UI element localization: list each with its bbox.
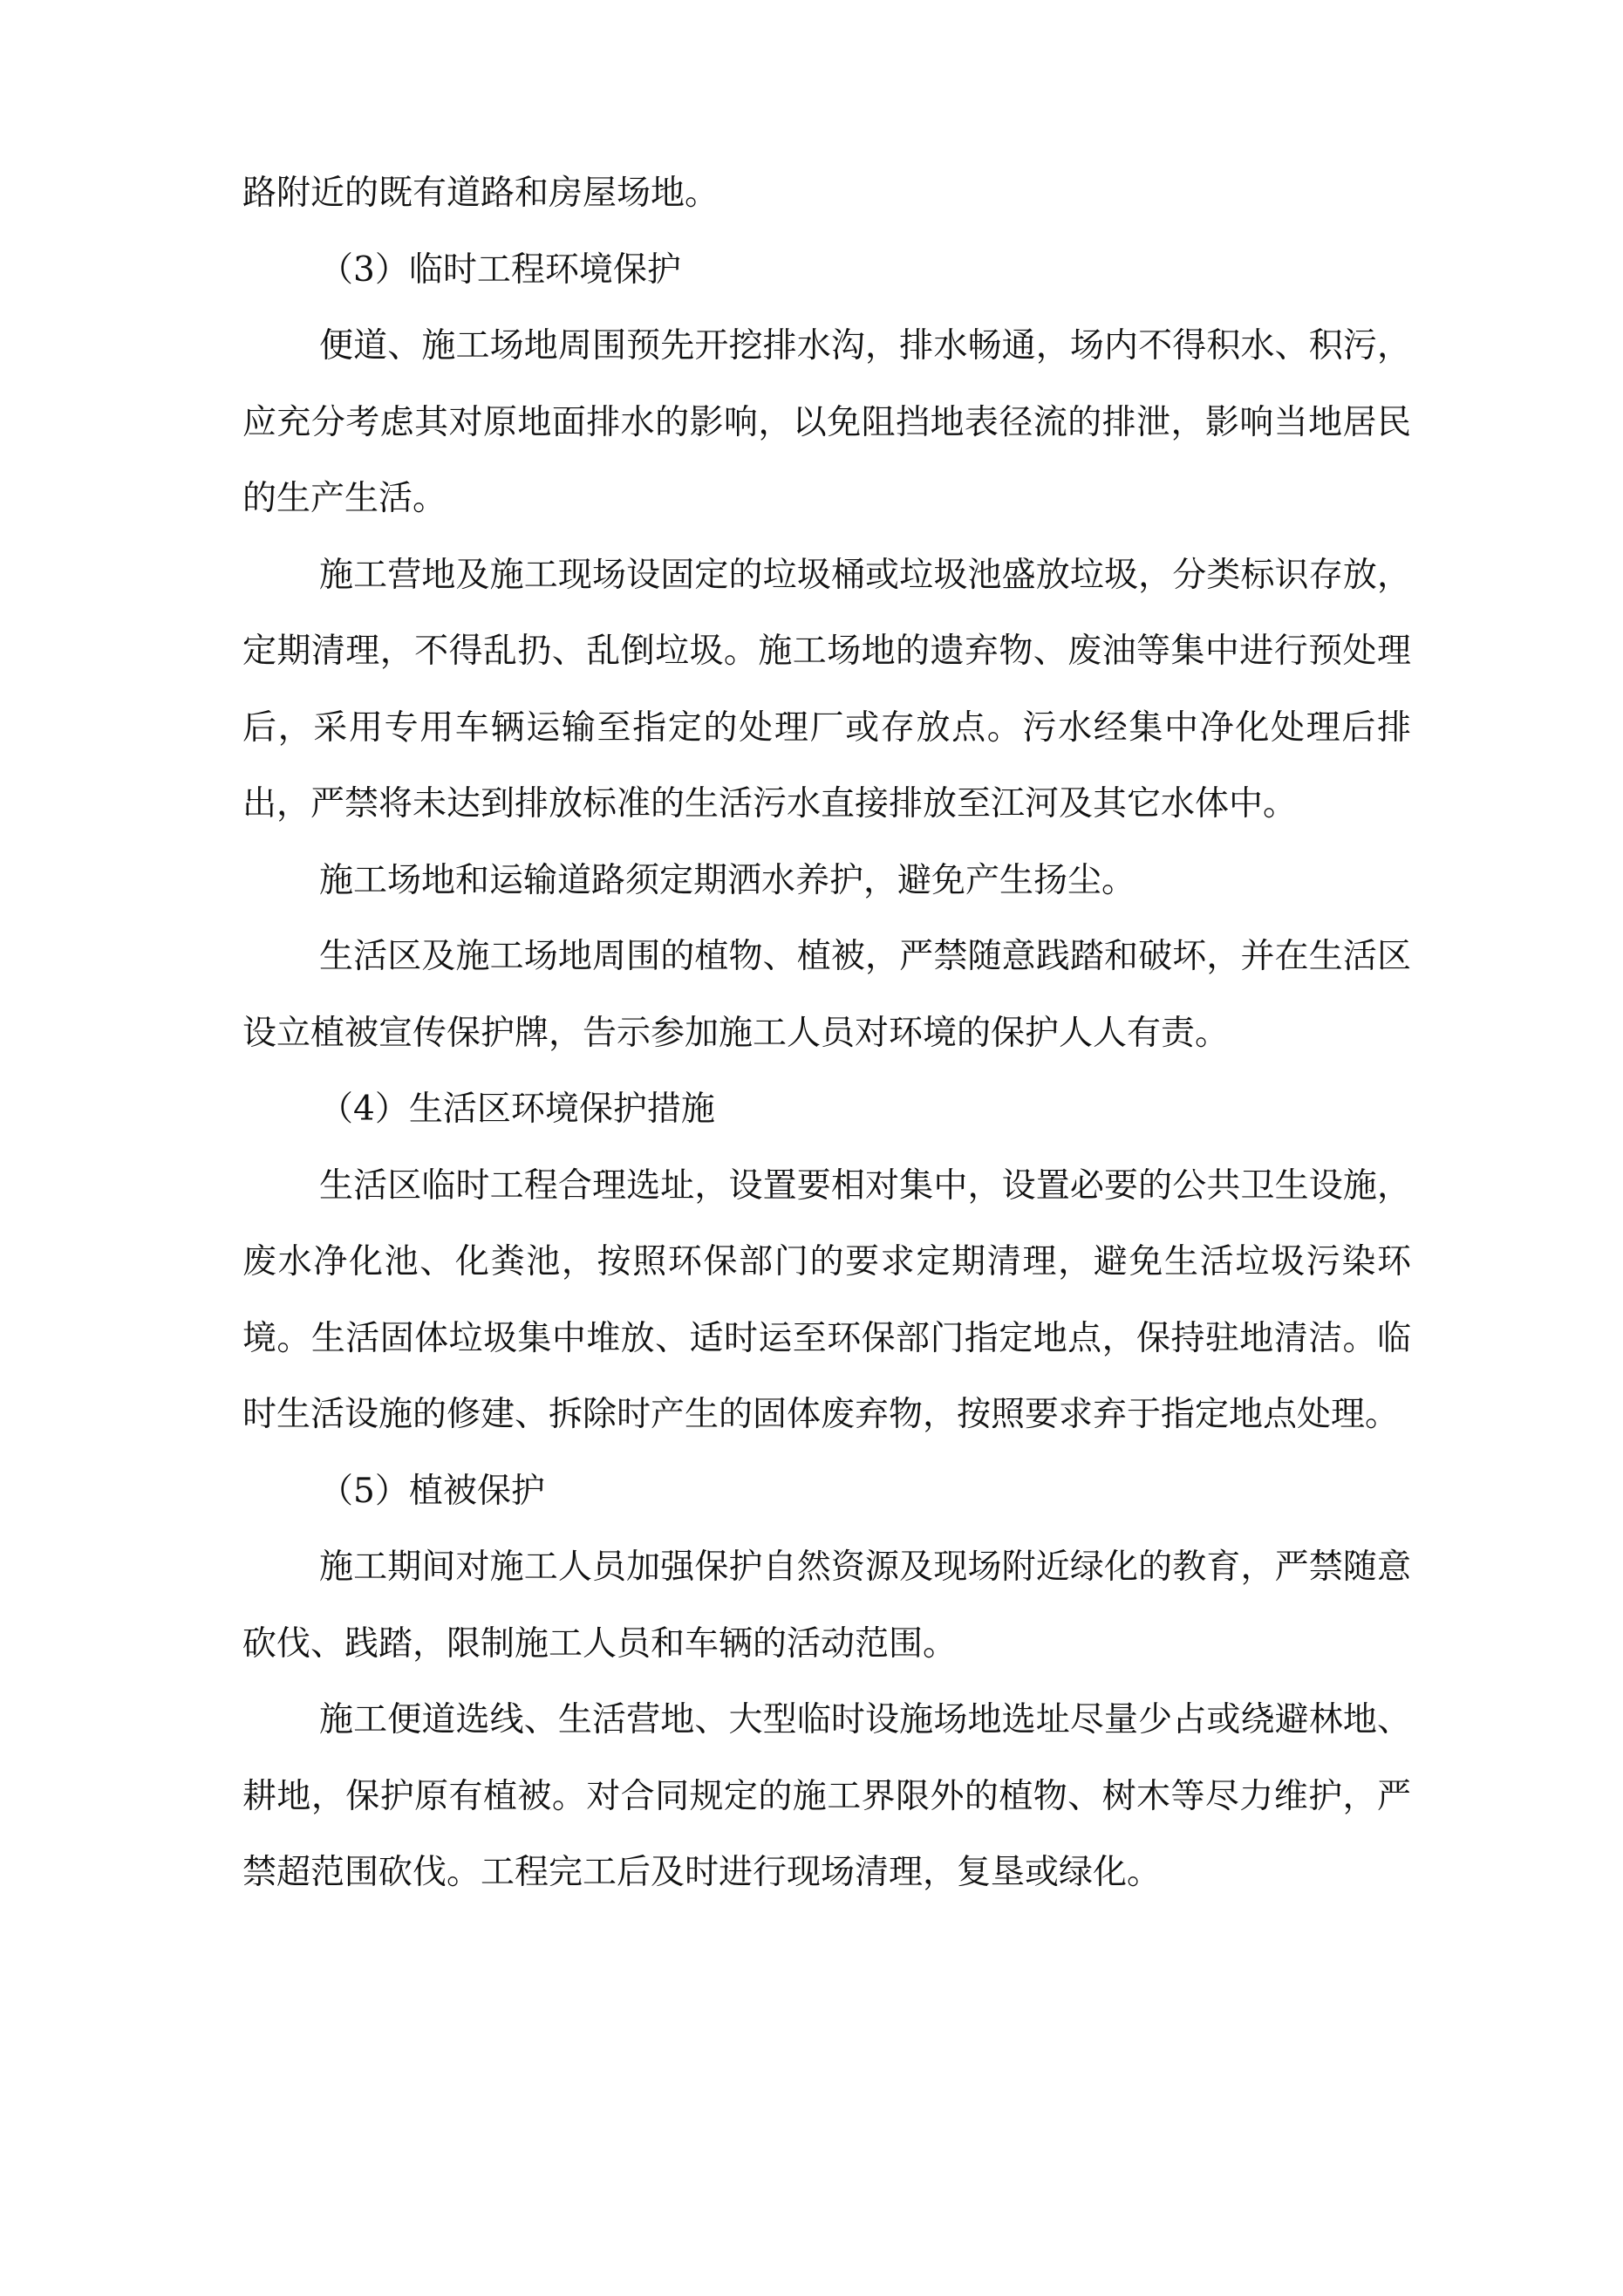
paragraph: 施工营地及施工现场设固定的垃圾桶或垃圾池盛放垃圾，分类标识存放，定期清理，不得乱扔、乱倒垃圾。施工场地的遗弃物、废油等集中进行预处理后，采用专用车辆运输至指定的处理厂或存放点。污水经集中净化处理后排出，严禁将未达到排放标准的生活污水直接排放至江河及其它水体中。: [242, 555, 1411, 823]
paragraph: 便道、施工场地周围预先开挖排水沟，排水畅通，场内不得积水、积污，应充分考虑其对原地面排水的影响，以免阻挡地表径流的排泄，影响当地居民的生产生活。: [242, 326, 1411, 518]
section-heading-4: （4）生活区环境保护措施: [319, 1090, 715, 1129]
paragraph: 生活区临时工程合理选址，设置要相对集中，设置必要的公共卫生设施，废水净化池、化粪池，按照环保部门的要求定期清理，避免生活垃圾污染环境。生活固体垃圾集中堆放、适时运至环保部门指定地点，保持驻地清洁。临时生活设施的修建、拆除时产生的固体废弃物，按照要求弃于指定地点处理。: [242, 1165, 1411, 1434]
paragraph: 施工场地和运输道路须定期洒水养护，避免产生扬尘。: [319, 860, 1136, 900]
section-heading-5: （5）植被保护: [319, 1471, 545, 1511]
document-body: [242, 155, 1411, 1911]
paragraph: 施工便道选线、生活营地、大型临时设施场地选址尽量少占或绕避林地、耕地，保护原有植被。对合同规定的施工界限外的植物、树木等尽力维护，严禁超范围砍伐。工程完工后及时进行现场清理，复垦或绿化。: [242, 1700, 1411, 1892]
section-heading-3: （3）临时工程环境保护: [319, 249, 681, 290]
paragraph-continued: 路附近的既有道路和房屋场地。: [242, 174, 719, 213]
paragraph: 生活区及施工场地周围的植物、植被，严禁随意践踏和破坏，并在生活区设立植被宣传保护牌，告示参加施工人员对环境的保护人人有责。: [242, 937, 1411, 1053]
paragraph: 施工期间对施工人员加强保护自然资源及现场附近绿化的教育，严禁随意砍伐、践踏，限制施工人员和车辆的活动范围。: [242, 1548, 1411, 1664]
